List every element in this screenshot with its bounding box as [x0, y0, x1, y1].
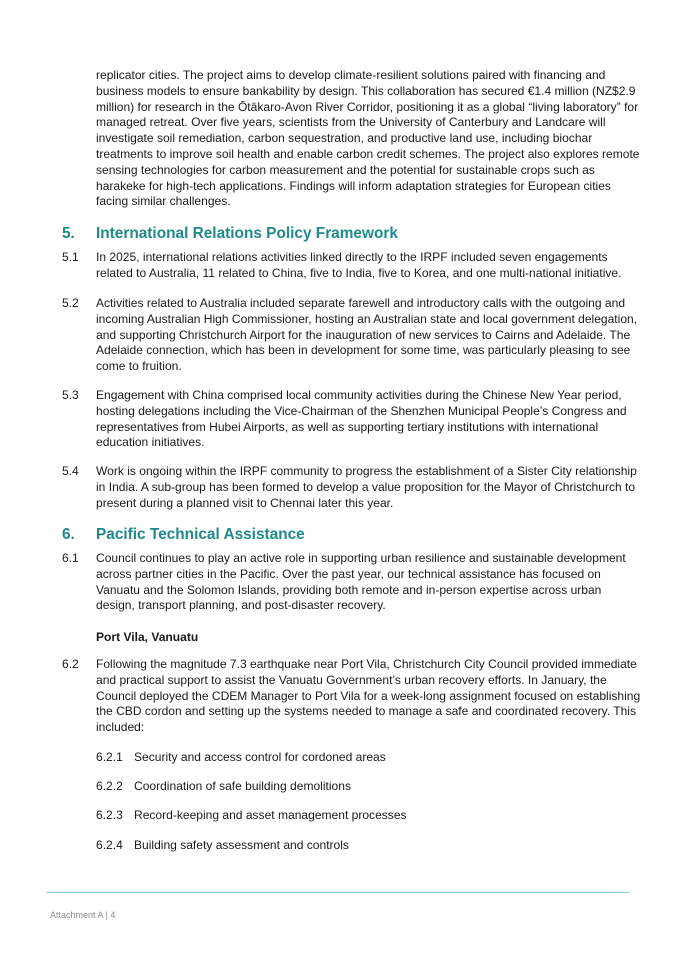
subitem-6-2-1-text: Security and access control for cordoned areas — [134, 750, 386, 764]
item-6-1-text: Council continues to play an active role in supporting urban resilience and sustainable development across partner cities in the Pacific. Over the past year, our technical assistance has focused on Vanuatu and the Solomon Islands, providing both remote and in-person expertise across urban design, transport planning, and post-disaster recovery. — [96, 551, 626, 613]
subitem-6-2-2-text: Coordination of safe building demolitions — [134, 779, 351, 793]
section-6-title: Pacific Technical Assistance — [96, 526, 305, 543]
subitem-6-2-3-text: Record-keeping and asset management processes — [134, 808, 407, 822]
item-5-1-text: In 2025, international relations activities linked directly to the IRPF included seven engagements related to Australia, 11 related to China, five to India, five to Korea, and one multi-national initiative. — [96, 250, 622, 280]
subitem-6-2-2-number: 6.2.2 — [96, 779, 123, 793]
section-5-number: 5. — [62, 225, 75, 242]
subitem-6-2-4-number: 6.2.4 — [96, 838, 123, 852]
item-5-3-number: 5.3 — [62, 388, 79, 402]
item-5-3-text: Engagement with China comprised local community activities during the Chinese New Year period, hosting delegations including the Vice-Chairman of the Shenzhen Municipal People’s Congress and representatives from Hubei Airports, as well as supporting tertiary institutions with international education initiatives. — [96, 388, 627, 450]
item-5-2-text: Activities related to Australia included separate farewell and introductory calls with the outgoing and incoming Australian High Commissioner, hosting an Australian state and local government delegation, and supporting Christchurch Airport for the inauguration of new services to Cairns and Adelaide. The Adelaide connection, which has been in development for some time, was particularly pleasing to see come to fruition. — [96, 296, 638, 374]
item-5-4-number: 5.4 — [62, 464, 79, 478]
subitem-6-2-4-text: Building safety assessment and controls — [134, 838, 349, 852]
item-6-2-text: Following the magnitude 7.3 earthquake near Port Vila, Christchurch City Council provided immediate and practical support to assist the Vanuatu Government’s urban recovery efforts. In January, the Council deployed the CDEM Manager to Port Vila for a week-long assignment focused on establishing the CBD cordon and setting up the systems needed to manage a safe and coordinated recovery. This included: — [96, 657, 641, 735]
item-5-2-number: 5.2 — [62, 296, 79, 310]
intro-paragraph: replicator cities. The project aims to develop climate-resilient solutions paired with financing and business models to ensure bankability by design. This collaboration has secured €1.4 million (NZ$2.9 million) for research in the Ōtākaro-Avon River Corridor, positioning it as a global “living laboratory” for managed retreat. Over five years, scientists from the University of Canterbury and Landcare will investigate soil remediation, carbon sequestration, and productive land use, including biochar treatments to improve soil health and enable carbon credit schemes. The project also explores remote sensing technologies for carbon measurement and the potential for sustainable crops such as harakeke for high-tech applications. Findings will inform adaptation strategies for European cities facing similar challenges. — [96, 68, 640, 209]
item-6-2-number: 6.2 — [62, 657, 79, 671]
port-vila-subheading: Port Vila, Vanuatu — [96, 630, 199, 644]
page-footer: Attachment A | 4 — [50, 910, 116, 920]
section-6-number: 6. — [62, 526, 75, 543]
subitem-6-2-3-number: 6.2.3 — [96, 808, 123, 822]
subitem-6-2-1-number: 6.2.1 — [96, 750, 123, 764]
footer-divider — [46, 892, 630, 893]
item-5-1-number: 5.1 — [62, 250, 79, 264]
section-5-title: International Relations Policy Framework — [96, 225, 398, 242]
item-5-4-text: Work is ongoing within the IRPF community to progress the establishment of a Sister City relationship in India. A sub-group has been formed to develop a value proposition for the Mayor of Christchurch to present during a planned visit to Chennai later this year. — [96, 464, 637, 510]
item-6-1-number: 6.1 — [62, 551, 79, 565]
